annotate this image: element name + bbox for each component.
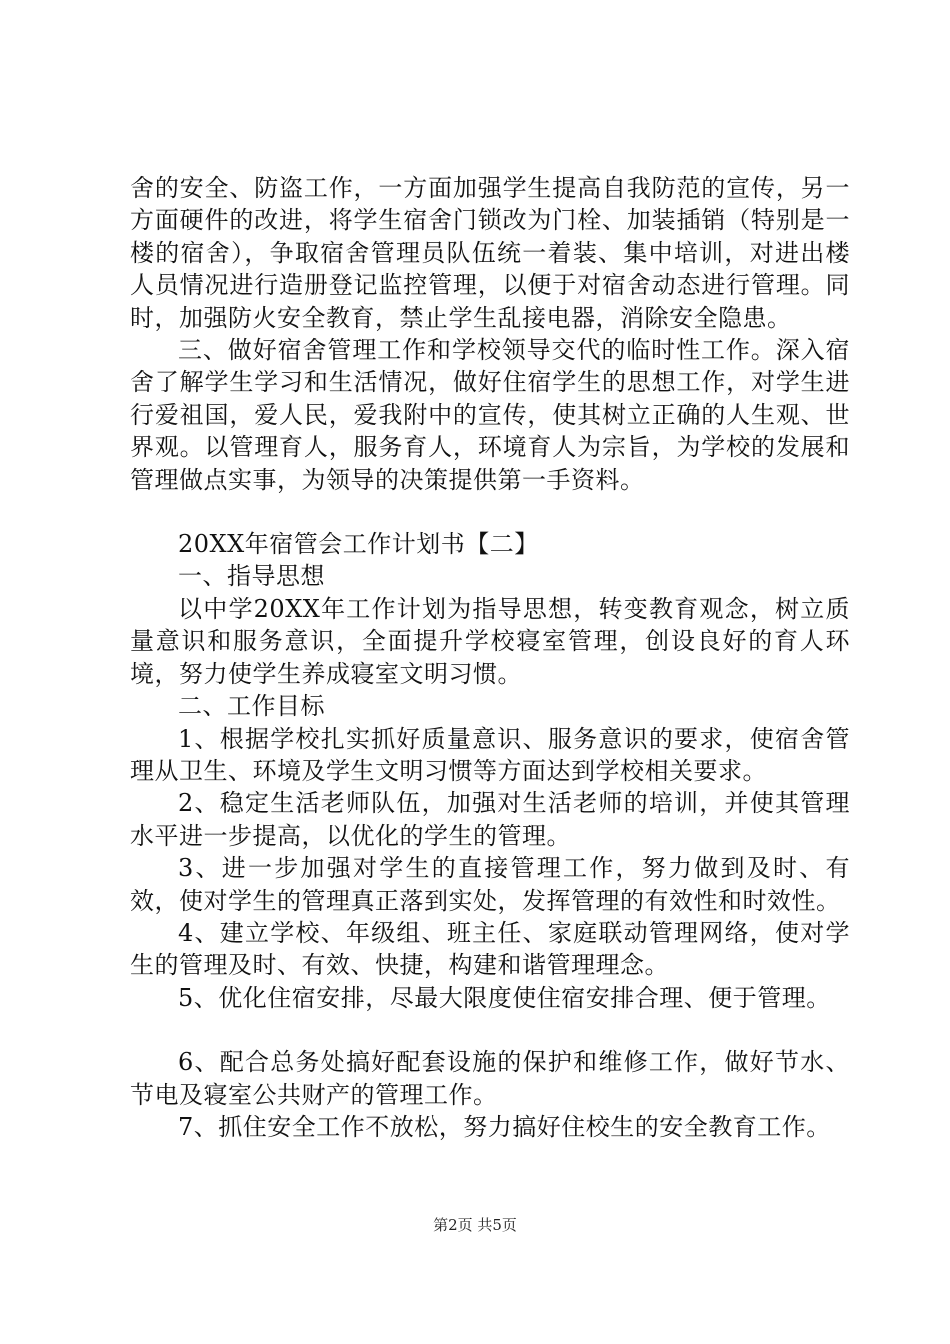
goal-item-5: 5、优化住宿安排，尽最大限度使住宿安排合理、便于管理。 — [178, 983, 831, 1012]
paragraph-gap — [130, 1014, 850, 1046]
paragraph-dorm-safety: 舍的安全、防盗工作，一方面加强学生提高自我防范的宣传，另一方面硬件的改进，将学生宿舍门锁改为门栓、加装插销（特别是一楼的宿舍），争取宿舍管理员队伍统一着装、集中培训，对进出楼人员情况进行造册登记监控管理，以便于对宿舍动态进行管理。同时，加强防火安全教育，禁止学生乱接电器，消除安全隐患。 — [130, 174, 850, 332]
paragraph-guiding-ideology: 以中学20XX年工作计划为指导思想，转变教育观念，树立质量意识和服务意识，全面提升学校寝室管理，创设良好的育人环境，努力使学生养成寝室文明习惯。 — [130, 594, 850, 688]
goal-item-6: 6、配合总务处搞好配套设施的保护和维修工作，做好节水、节电及寝室公共财产的管理工作。 — [130, 1048, 850, 1109]
document-body — [130, 172, 850, 1143]
goal-item-7: 7、抓住安全工作不放松，努力搞好住校生的安全教育工作。 — [178, 1112, 831, 1141]
paragraph-gap — [130, 496, 850, 528]
section-heading-plan-two: 20XX年宿管会工作计划书【二】 — [178, 530, 539, 559]
heading-work-goals: 二、工作目标 — [178, 692, 325, 721]
goal-item-2: 2、稳定生活老师队伍，加强对生活老师的培训，并使其管理水平进一步提高，以优化的学生的管理。 — [130, 789, 850, 850]
goal-item-4: 4、建立学校、年级组、班主任、家庭联动管理网络，使对学生的管理及时、有效、快捷，构建和谐管理理念。 — [130, 918, 850, 980]
goal-item-1: 1、根据学校扎实抓好质量意识、服务意识的要求，使宿舍管理从卫生、环境及学生文明习惯等方面达到学校相关要求。 — [130, 724, 850, 785]
paragraph-section-three: 三、做好宿舍管理工作和学校领导交代的临时性工作。深入宿舍了解学生学习和生活情况，做好住宿学生的思想工作，对学生进行爱祖国，爱人民，爱我附中的宣传，使其树立正确的人生观、世界观。以管理育人，服务育人，环境育人为宗旨，为学校的发展和管理做点实事，为领导的决策提供第一手资料。 — [130, 336, 850, 494]
heading-guiding-ideology: 一、指导思想 — [178, 562, 325, 591]
page-number-footer: 第2页 共5页 — [433, 1216, 517, 1234]
goal-item-3: 3、进一步加强对学生的直接管理工作，努力做到及时、有效，使对学生的管理真正落到实处，发挥管理的有效性和时效性。 — [130, 854, 850, 915]
